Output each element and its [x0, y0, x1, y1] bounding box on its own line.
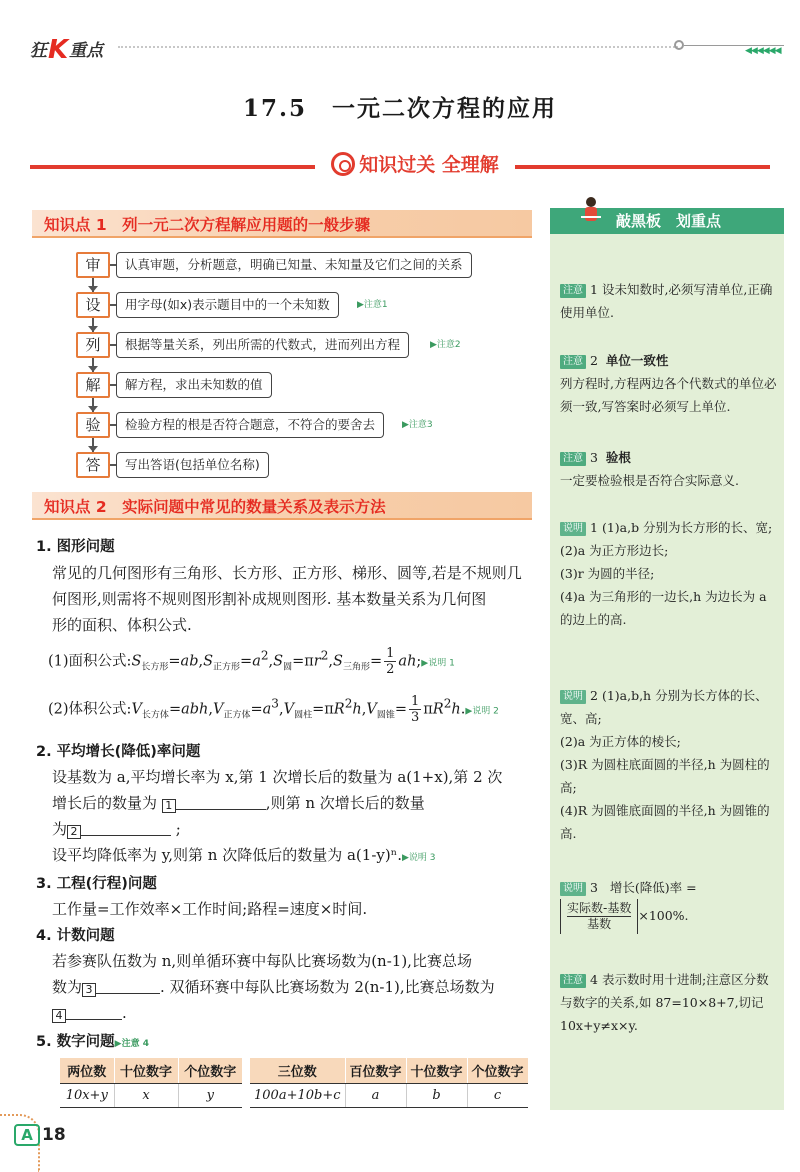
section-2-line-2b: ,则第 n 次增长后的数量 [265, 794, 425, 812]
step-key-she: 设 [76, 292, 110, 318]
brand-k: K [48, 35, 69, 65]
sidebar-header [550, 208, 784, 234]
fraction-denominator: 基数 [587, 917, 612, 931]
section-2-line-4-text: 设平均降低率为 y,则第 n 次降低后的数量为 a(1-y)ⁿ. [52, 846, 402, 864]
fraction-half: $\frac{1}{2}$ [386, 646, 395, 677]
section-2-line-4 [52, 842, 536, 871]
section-4-line-3b: . [122, 1004, 127, 1022]
table-cell: a [345, 1084, 406, 1108]
two-digit-table [60, 1058, 242, 1108]
brand-logo [30, 33, 103, 63]
banner-title [315, 150, 515, 177]
section-4-line-2a: 数为 [52, 978, 83, 996]
page-badge-icon: A [14, 1124, 40, 1146]
fraction-numerator: 实际数-基数 [567, 901, 632, 915]
step-note-2: ▶注意2 [430, 340, 461, 350]
blank-4-marker: 4 [52, 1009, 66, 1023]
section-2-line-3b: ; [175, 820, 181, 838]
sidebar-note-3 [560, 446, 778, 492]
section-2-line-1: 设基数为 a,平均增长率为 x,第 1 次增长后的数量为 a(1+x),第 2 次 [52, 768, 503, 786]
explain-line: (4)a 为三角形的一边长,h 为边长为 a 的边上的高. [560, 589, 767, 627]
blank-1-marker: 1 [162, 799, 176, 813]
note-explain-3: ▶说明 3 [401, 853, 436, 863]
section-2-line-2a: 增长后的数量为 [52, 794, 158, 812]
explain-number: 1 [590, 520, 598, 535]
section-2-line-3a: 为 [52, 820, 68, 838]
explain-tag [560, 690, 586, 704]
brand-right: 重点 [69, 41, 104, 61]
table-header: 个位数字 [178, 1058, 242, 1084]
note-tag [560, 974, 586, 988]
note-caution-4: ▶注意 4 [114, 1039, 149, 1049]
note-text: 列方程时,方程两边各个代数式的单位必须一致,写答案时必须写上单位. [560, 376, 777, 414]
table-cell: b [406, 1084, 467, 1108]
section-1-heading: 1. 图形问题 [36, 539, 115, 555]
explain-tag [560, 882, 586, 896]
step-note-3: ▶注意3 [402, 420, 433, 430]
section-1-body [52, 560, 536, 638]
table-cell: 10x+y [60, 1084, 114, 1108]
section-4-heading: 4. 计数问题 [36, 928, 115, 944]
section-banner [30, 150, 770, 182]
sidebar-title: 敲黑板 划重点 [616, 212, 722, 230]
explain-line: (2)a 为正方体的棱长; [560, 734, 681, 749]
table-cell: x [114, 1084, 178, 1108]
sidebar-explain-2 [560, 684, 778, 845]
knowledge-point-1-title: 知识点 1 列一元二次方程解应用题的一般步骤 [44, 216, 371, 234]
explain-line: (4)R 为圆锥底面圆的半径,h 为圆锥的高. [560, 803, 770, 841]
fraction-third: $\frac{1}{3}$ [410, 694, 420, 725]
step-text-yan: 检验方程的根是否符合题意，不符合的要舍去 [116, 412, 384, 438]
table-cell: y [178, 1084, 242, 1108]
step-key-yan: 验 [76, 412, 110, 438]
sub-square: 正方形 [213, 662, 241, 673]
section-1-line-3: 形的面积、体积公式. [52, 616, 192, 634]
sidebar-note-4 [560, 968, 778, 1037]
step-text-lie: 根据等量关系，列出所需的代数式，进而列出方程 [116, 332, 409, 358]
note-number: 2 [590, 353, 598, 368]
knowledge-point-1-bar [32, 210, 532, 238]
blank-3-input[interactable] [96, 993, 160, 994]
blank-3-marker: 3 [82, 983, 96, 997]
sub-cylinder: 圆柱 [294, 710, 313, 721]
header-dotted-line [118, 46, 678, 48]
three-digit-table [250, 1058, 528, 1108]
step-key-da: 答 [76, 452, 110, 478]
section-3-body: 工作量=工作效率×工作时间;路程=速度×时间. [52, 900, 368, 918]
section-1-line-2: 何图形,则需将不规则图形割补成规则图形. 基本数量关系为几何图 [52, 590, 487, 608]
sidebar-note-1 [560, 278, 778, 324]
section-2-line-3 [52, 816, 536, 842]
volume-formula: (2)体积公式$:V_{长方体}=abh,V_{正方体}=a^3,V_{圆柱}=\pi R^2h,V_{圆锥}=$ $\frac{1}{3}$ $\pi R^2h.▶$说明 2 [48, 694, 499, 725]
header-ring-icon [674, 40, 684, 50]
section-2-line-2 [52, 790, 536, 816]
section-1-line-1: 常见的几何图形有三角形、长方形、正方形、梯形、圆等,若是不规则几 [52, 564, 522, 582]
page-number [14, 1124, 66, 1146]
blank-2-input[interactable] [81, 835, 171, 836]
explain-line: (2)a 为正方形边长; [560, 543, 669, 558]
note-number: 1 [590, 282, 598, 297]
teacher-icon [580, 196, 602, 232]
step-text-da: 写出答语(包括单位名称) [116, 452, 269, 478]
table-cell: 100a+10b+c [250, 1084, 345, 1108]
banner-line-left [30, 165, 315, 169]
area-formula-label: (1)面积公式: [48, 653, 132, 670]
header-arrows-icon: ◀◀◀◀◀◀ [745, 46, 781, 56]
table-header: 百位数字 [345, 1058, 406, 1084]
sidebar-note-2 [560, 349, 778, 418]
table-header: 个位数字 [467, 1058, 528, 1084]
page-header [0, 0, 800, 70]
page-number-text: 18 [42, 1125, 66, 1145]
note-text: 设未知数时,必须写清单位,正确使用单位. [560, 282, 773, 320]
note-explain-1: ▶说明 1 [421, 658, 455, 669]
page-title: 17.5 一元二次方程的应用 [242, 95, 558, 122]
explain-line: (1)a,b,h 分别为长方体的长、宽、高; [560, 688, 768, 726]
note-number: 3 [590, 450, 598, 465]
note-bold: 验根 [605, 450, 631, 465]
step-text-she: 用字母(如x)表示题目中的一个未知数 [116, 292, 339, 318]
blank-2-marker: 2 [67, 825, 81, 839]
blank-4-input[interactable] [66, 1019, 122, 1020]
explain-tag [560, 522, 586, 536]
section-4-line-2b: . 双循环赛中每队比赛场数为 2(n-1),比赛总场数为 [160, 978, 495, 996]
table-cell: c [467, 1084, 528, 1108]
note-bold: 单位一致性 [605, 353, 669, 368]
section-4-line-3 [52, 1000, 536, 1026]
blank-1-input[interactable] [176, 809, 266, 810]
knowledge-point-2-bar [32, 492, 532, 520]
area-formula: (1)面积公式$:S_{长方形}=ab,S_{正方形}=a^2,S_圆=\pi r^2,S_{三角形}=$ $\frac{1}{2}$ ah;▶说明 1 [48, 646, 455, 677]
explain-line: (3)r 为圆的半径; [560, 566, 655, 581]
note-text: 一定要检验根是否符合实际意义. [560, 473, 739, 488]
note-tag-label: 注意 [563, 356, 583, 367]
explain-line: (3)R 为圆柱底面圆的半径,h 为圆柱的高; [560, 757, 770, 795]
steps-flowchart [72, 252, 542, 472]
explain-tag-label: 说明 [563, 691, 583, 702]
explain-number: 3 [590, 880, 598, 895]
sub-circle: 圆 [283, 662, 293, 673]
note-number: 4 [590, 972, 598, 987]
explain-number: 2 [590, 688, 598, 703]
note-tag [560, 452, 586, 466]
section-3-heading: 3. 工程(行程)问题 [36, 876, 157, 892]
banner-line-right [515, 165, 770, 169]
section-5-heading [36, 1030, 149, 1051]
step-text-jie: 解方程，求出未知数的值 [116, 372, 272, 398]
key-points-sidebar [550, 208, 784, 1110]
volume-formula-label: (2)体积公式: [48, 701, 132, 718]
note-tag-label: 注意 [563, 285, 583, 296]
step-key-lie: 列 [76, 332, 110, 358]
table-header: 十位数字 [114, 1058, 178, 1084]
note-tag-label: 注意 [563, 453, 583, 464]
note-tag [560, 284, 586, 298]
section-4-line-1: 若参赛队伍数为 n,则单循环赛中每队比赛场数为(n-1),比赛总场 [52, 952, 472, 970]
explain-tag-label: 说明 [563, 883, 583, 894]
table-header: 两位数 [60, 1058, 114, 1084]
step-note-1: ▶注意1 [357, 300, 388, 310]
explain-text: 增长(降低)率 = [609, 880, 697, 895]
note-tag-label: 注意 [563, 975, 583, 986]
note-tag [560, 355, 586, 369]
table-header: 三位数 [250, 1058, 345, 1084]
spiral-icon [331, 152, 355, 176]
growth-rate-fraction [560, 899, 638, 934]
sub-cone: 圆锥 [376, 710, 395, 721]
banner-label: 知识过关 全理解 [359, 154, 499, 176]
section-4-body [52, 948, 536, 1026]
sub-tri: 三角形 [342, 662, 370, 673]
explain-line: (1)a,b 分别为长方形的长、宽; [601, 520, 773, 535]
sub-cuboid: 长方体 [141, 710, 169, 721]
note-explain-2: ▶说明 2 [465, 706, 499, 717]
section-5-heading-text: 5. 数字问题 [36, 1034, 115, 1050]
step-text-shen: 认真审题，分析题意，明确已知量、未知量及它们之间的关系 [116, 252, 472, 278]
sidebar-explain-3 [560, 876, 778, 934]
sub-rect: 长方形 [141, 662, 169, 673]
sidebar-explain-1 [560, 516, 778, 631]
explain-tag-label: 说明 [563, 523, 583, 534]
sub-cube: 正方体 [223, 710, 251, 721]
brand-left: 狂 [30, 41, 47, 61]
section-4-line-2 [52, 974, 536, 1000]
explain-tail: ×100%. [638, 908, 689, 923]
step-key-jie: 解 [76, 372, 110, 398]
knowledge-point-2-title: 知识点 2 实际问题中常见的数量关系及表示方法 [44, 498, 386, 516]
section-2-heading: 2. 平均增长(降低)率问题 [36, 744, 201, 760]
note-text: 表示数时用十进制;注意区分数与数字的关系,如 87=10×8+7,切记 10x+y≠x×y. [560, 972, 769, 1033]
table-header: 十位数字 [406, 1058, 467, 1084]
step-key-shen: 审 [76, 252, 110, 278]
section-2-body [52, 764, 536, 871]
